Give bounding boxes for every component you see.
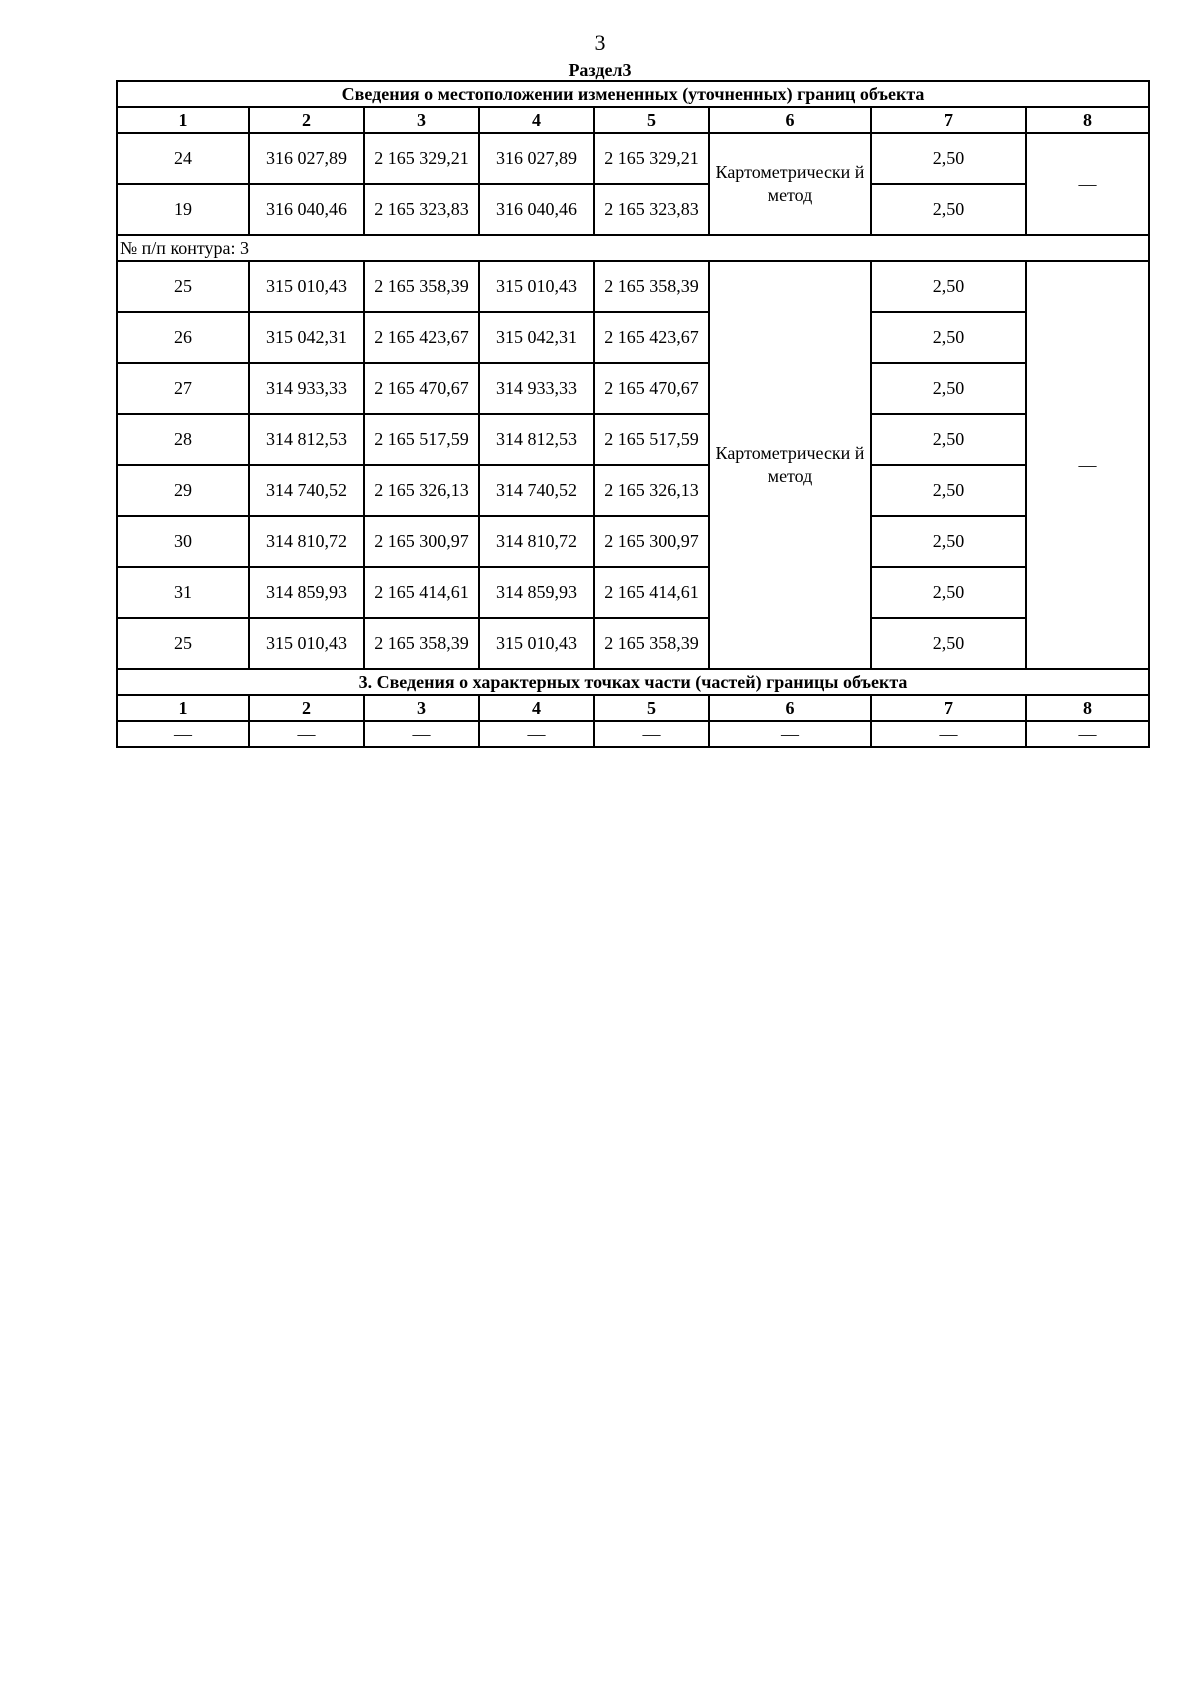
part-column-number-row xyxy=(117,695,1149,721)
accuracy-value: 2,50 xyxy=(871,363,1026,414)
dash-cell: — xyxy=(249,721,364,747)
coord-y-new: 2 165 326,13 xyxy=(594,465,709,516)
point-number: 19 xyxy=(117,184,249,235)
table-row xyxy=(117,363,1149,414)
coord-x-existing: 314 859,93 xyxy=(249,567,364,618)
coord-x-existing: 316 027,89 xyxy=(249,133,364,184)
column-number: 2 xyxy=(249,695,364,721)
coord-y-new: 2 165 329,21 xyxy=(594,133,709,184)
table-row xyxy=(117,465,1149,516)
table-row xyxy=(117,184,1149,235)
dash-cell: — xyxy=(594,721,709,747)
method-cell: Картометрически й метод xyxy=(709,133,871,235)
dash-cell: — xyxy=(709,721,871,747)
coord-y-new: 2 165 358,39 xyxy=(594,261,709,312)
column-number: 8 xyxy=(1026,107,1149,133)
coord-y-existing: 2 165 517,59 xyxy=(364,414,479,465)
column-number-row xyxy=(117,107,1149,133)
coord-x-new: 314 933,33 xyxy=(479,363,594,414)
coord-y-existing: 2 165 300,97 xyxy=(364,516,479,567)
column-number: 6 xyxy=(709,107,871,133)
accuracy-value: 2,50 xyxy=(871,133,1026,184)
contour-row xyxy=(117,235,1149,261)
contour-label: № п/п контура: 3 xyxy=(117,235,1149,261)
coord-x-existing: 314 812,53 xyxy=(249,414,364,465)
coord-x-new: 314 812,53 xyxy=(479,414,594,465)
column-number: 7 xyxy=(871,107,1026,133)
coord-y-existing: 2 165 326,13 xyxy=(364,465,479,516)
coord-y-new: 2 165 358,39 xyxy=(594,618,709,669)
accuracy-value: 2,50 xyxy=(871,261,1026,312)
dash-cell: — xyxy=(1026,721,1149,747)
coord-y-new: 2 165 423,67 xyxy=(594,312,709,363)
boundary-table xyxy=(116,80,1150,748)
coord-y-existing: 2 165 358,39 xyxy=(364,261,479,312)
coord-x-new: 315 010,43 xyxy=(479,261,594,312)
coord-x-new: 314 810,72 xyxy=(479,516,594,567)
table-row xyxy=(117,312,1149,363)
point-number: 25 xyxy=(117,618,249,669)
point-number: 24 xyxy=(117,133,249,184)
dash-cell: — xyxy=(871,721,1026,747)
table-row xyxy=(117,567,1149,618)
column-number: 3 xyxy=(364,107,479,133)
coord-y-existing: 2 165 358,39 xyxy=(364,618,479,669)
coord-y-new: 2 165 323,83 xyxy=(594,184,709,235)
coord-y-existing: 2 165 323,83 xyxy=(364,184,479,235)
point-number: 30 xyxy=(117,516,249,567)
table-row xyxy=(117,516,1149,567)
coord-y-new: 2 165 414,61 xyxy=(594,567,709,618)
point-number: 31 xyxy=(117,567,249,618)
part-data-row xyxy=(117,721,1149,747)
coord-x-new: 316 040,46 xyxy=(479,184,594,235)
accuracy-value: 2,50 xyxy=(871,312,1026,363)
coord-x-existing: 314 933,33 xyxy=(249,363,364,414)
coord-x-new: 314 740,52 xyxy=(479,465,594,516)
coord-y-new: 2 165 300,97 xyxy=(594,516,709,567)
point-number: 25 xyxy=(117,261,249,312)
table-row xyxy=(117,414,1149,465)
table-row xyxy=(117,133,1149,184)
table-row xyxy=(117,261,1149,312)
coord-y-existing: 2 165 423,67 xyxy=(364,312,479,363)
table-row xyxy=(117,618,1149,669)
coord-x-new: 316 027,89 xyxy=(479,133,594,184)
table-title-row xyxy=(117,81,1149,107)
column-number: 1 xyxy=(117,695,249,721)
accuracy-value: 2,50 xyxy=(871,567,1026,618)
point-number: 29 xyxy=(117,465,249,516)
coord-x-existing: 315 042,31 xyxy=(249,312,364,363)
coord-x-new: 314 859,93 xyxy=(479,567,594,618)
coord-y-new: 2 165 517,59 xyxy=(594,414,709,465)
part-title: 3. Сведения о характерных точках части (частей) границы объекта xyxy=(117,669,1149,695)
coord-x-existing: 315 010,43 xyxy=(249,618,364,669)
dash-cell: — xyxy=(117,721,249,747)
section-title: Раздел3 xyxy=(568,60,632,80)
coord-y-existing: 2 165 414,61 xyxy=(364,567,479,618)
accuracy-value: 2,50 xyxy=(871,516,1026,567)
accuracy-value: 2,50 xyxy=(871,465,1026,516)
column-number: 1 xyxy=(117,107,249,133)
coord-y-existing: 2 165 470,67 xyxy=(364,363,479,414)
column-number: 3 xyxy=(364,695,479,721)
coord-y-new: 2 165 470,67 xyxy=(594,363,709,414)
column-number: 8 xyxy=(1026,695,1149,721)
coord-x-existing: 316 040,46 xyxy=(249,184,364,235)
coord-x-new: 315 010,43 xyxy=(479,618,594,669)
column8-dash: — xyxy=(1026,261,1149,669)
column-number: 4 xyxy=(479,107,594,133)
coord-y-existing: 2 165 329,21 xyxy=(364,133,479,184)
accuracy-value: 2,50 xyxy=(871,184,1026,235)
coord-x-existing: 315 010,43 xyxy=(249,261,364,312)
coord-x-existing: 314 740,52 xyxy=(249,465,364,516)
column-number: 2 xyxy=(249,107,364,133)
column-number: 6 xyxy=(709,695,871,721)
dash-cell: — xyxy=(479,721,594,747)
page-number: 3 xyxy=(594,30,606,55)
column-number: 4 xyxy=(479,695,594,721)
column8-dash: — xyxy=(1026,133,1149,235)
coord-x-existing: 314 810,72 xyxy=(249,516,364,567)
accuracy-value: 2,50 xyxy=(871,618,1026,669)
point-number: 28 xyxy=(117,414,249,465)
column-number: 5 xyxy=(594,695,709,721)
column-number: 5 xyxy=(594,107,709,133)
point-number: 26 xyxy=(117,312,249,363)
coord-x-new: 315 042,31 xyxy=(479,312,594,363)
point-number: 27 xyxy=(117,363,249,414)
method-cell: Картометрически й метод xyxy=(709,261,871,669)
column-number: 7 xyxy=(871,695,1026,721)
accuracy-value: 2,50 xyxy=(871,414,1026,465)
dash-cell: — xyxy=(364,721,479,747)
table-title: Сведения о местоположении измененных (уточненных) границ объекта xyxy=(117,81,1149,107)
part-title-row xyxy=(117,669,1149,695)
